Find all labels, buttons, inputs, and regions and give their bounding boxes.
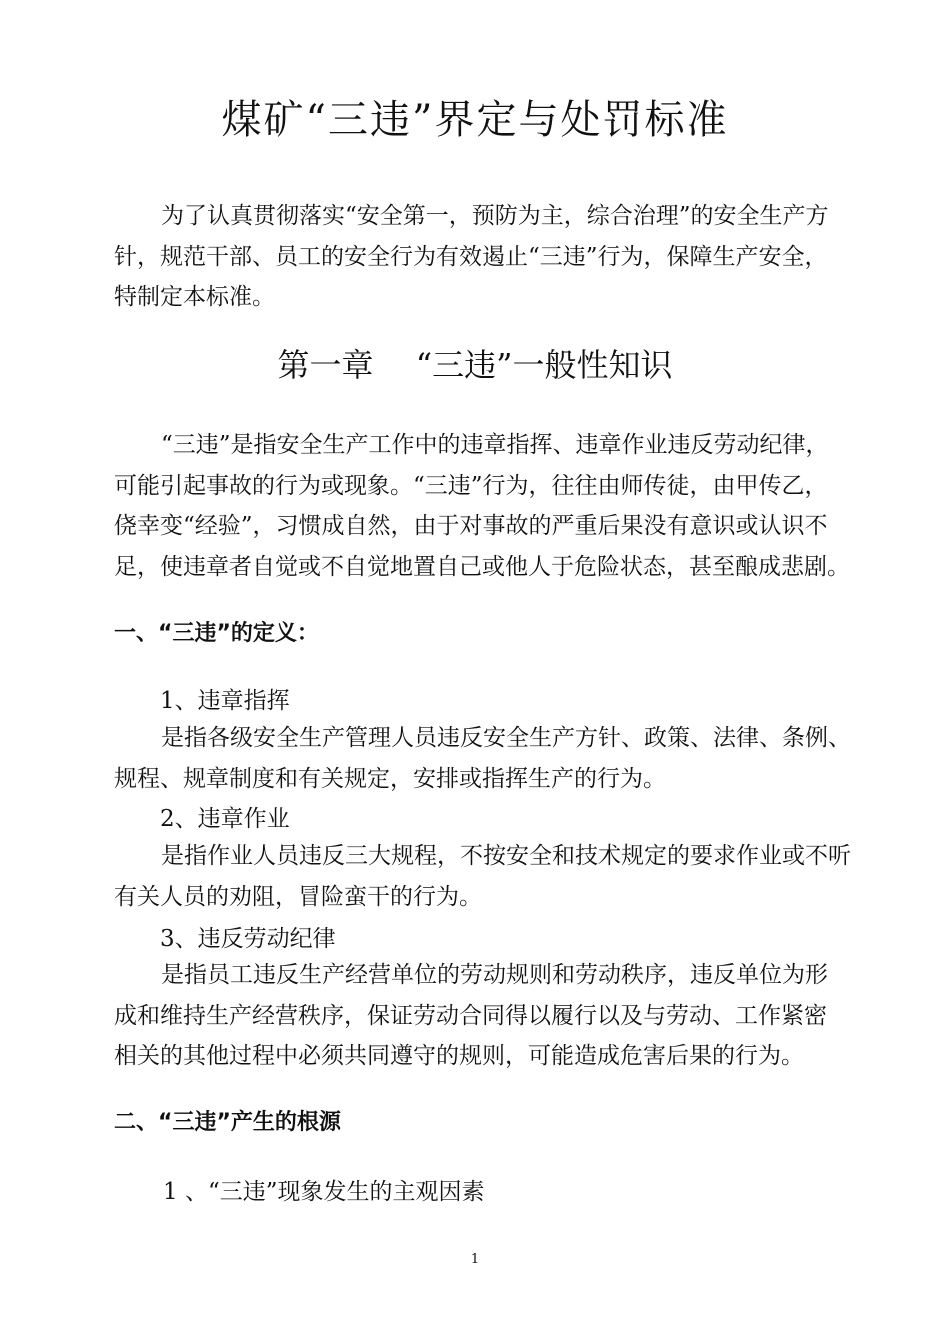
item-title: 1、违章指挥 [160, 688, 290, 714]
text-line: 是指员工违反生产经营单位的劳动规则和劳动秩序，违反单位为形 [161, 962, 828, 988]
chapter1-paragraph [114, 425, 926, 587]
section-heading: 二、“三违”产生的根源 [114, 1110, 341, 1135]
item-title: 1 、“三违”现象发生的主观因素 [163, 1179, 485, 1205]
chapter-title: 第一章 “三违”一般性知识 [277, 346, 673, 384]
text-line: 可能引起事故的行为或现象。“三违”行为，往往由师传徒，由甲传乙， [114, 472, 828, 499]
text-line: 成和维持生产经营秩序，保证劳动合同得以履行以及与劳动、工作紧密 [114, 1002, 827, 1029]
text-line: “三违”是指安全生产工作中的违章指挥、违章作业违反劳动纪律， [161, 432, 829, 458]
document-title: 煤矿“三违”界定与处罚标准 [221, 97, 729, 143]
item-paragraph [114, 836, 926, 917]
text-line: 是指各级安全生产管理人员违反安全生产方针、政策、法律、条例、 [161, 725, 851, 751]
item-title: 3、违反劳动纪律 [160, 926, 336, 952]
item-paragraph [114, 955, 926, 1077]
text-line: 足，使违章者自觉或不自觉地置自己或他人于危险状态，甚至酿成悲剧。 [114, 553, 850, 580]
text-line: 有关人员的劝阻，冒险蛮干的行为。 [114, 883, 482, 910]
text-line: 特制定本标准。 [114, 284, 275, 310]
section-heading: 一、“三违”的定义： [114, 621, 319, 646]
text-line: 相关的其他过程中必须共同遵守的规则，可能造成危害后果的行为。 [114, 1043, 804, 1069]
item-paragraph [114, 718, 926, 799]
intro-paragraph [114, 196, 926, 318]
text-line: 规程、规章制度和有关规定，安排或指挥生产的行为。 [114, 765, 666, 792]
text-line: 为了认真贯彻落实“安全第一，预防为主，综合治理”的安全生产方 [161, 203, 829, 229]
text-line: 针，规范干部、员工的安全行为有效遏止“三违”行为，保障生产安全， [114, 243, 828, 270]
page-number: 1 [470, 1252, 480, 1267]
item-title: 2、违章作业 [160, 806, 290, 832]
text-line: 侥幸变“经验”，习惯成自然，由于对事故的严重后果没有意识或认识不 [114, 513, 828, 539]
text-line: 是指作业人员违反三大规程，不按安全和技术规定的要求作业或不听 [161, 843, 851, 869]
